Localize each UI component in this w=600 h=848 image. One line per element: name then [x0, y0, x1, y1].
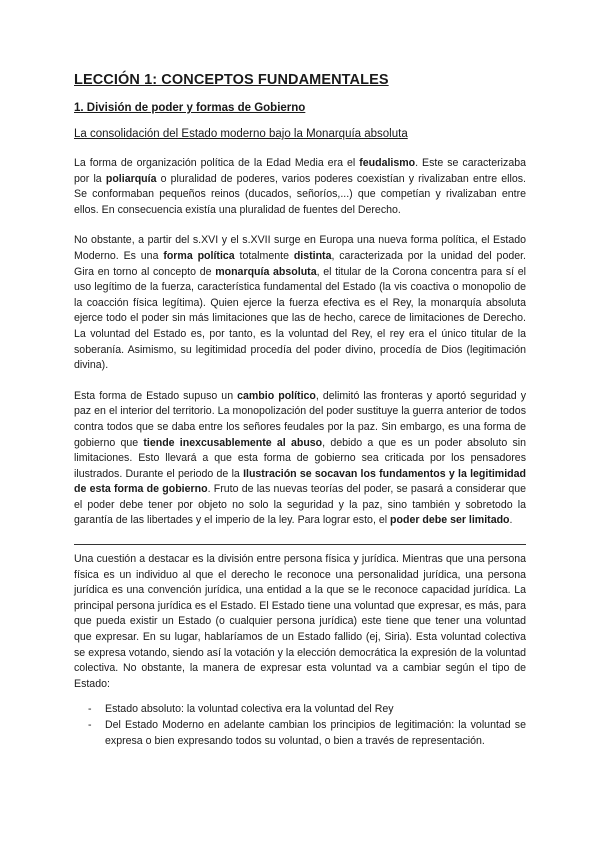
paragraph-political-change: Esta forma de Estado supuso un cambio político, delimitó las fronteras y aportó seguridad y paz en el interior del territorio. La monopolización del poder sustituye la guerra anterior de todos contra todos que se daba entre los señores feudales por la paz. Sin embargo, es una forma de gobierno que tiende inexcusablemente al abuso, debido a que es un poder absoluto sin limitaciones. Esto llevará a que esta forma de gobierno sea criticada por los pensadores ilustrados. Durante el periodo de la Ilustración se socavan los fundamentos y la legitimidad de esta forma de gobierno. Fruto de las nuevas teorías del poder, se pasará a considerar que el poder debe tener por objeto no solo la seguridad y la paz, sino también y sobretodo la garantía de las libertades y el imperio de la ley. Para lograr esto, el poder debe ser limitado.: [74, 389, 527, 527]
list-item: - Del Estado Moderno en adelante cambian los principios de legitimación: la voluntad se expresa o bien expresando todos su voluntad, o bien a través de representación.: [88, 718, 526, 749]
list-item: - Estado absoluto: la voluntad colectiva era la voluntad del Rey: [88, 702, 526, 718]
paragraph-feudalism: La forma de organización política de la Edad Media era el feudalismo. Este se caracterizaba por la poliarquía o pluralidad de poderes, varios poderes coexistían y rivalizaban entre ellos. Se conformaban pequeños reinos (ducados, señoríos,...) que competían y rivalizaban entre ellos. En consecuencia existía una pluralidad de fuentes del Derecho.: [74, 157, 526, 216]
paragraph-modern-state: No obstante, a partir del s.XVI y el s.XVII surge en Europa una nueva forma política, el Estado Moderno. Es una forma política totalmente distinta, caracterizada por la unidad del poder. Gira en torno al concepto de monarquía absoluta, el titular de la Corona concentra para sí el uso legítimo de la fuerza, característica fundamental del Estado (la vis coactiva o monopolio de la coacción física legítima). Quien ejerce la fuerza efectiva es el Rey, la monarquía absoluta ejerce todo el poder sin más limitaciones que las de hecho, carece de limitaciones de Derecho. La voluntad del Estado es, por tanto, es la voluntad del Rey, el rey era el único titular de la soberanía. Asimismo, su legitimidad procedía del poder divino, procedía de Dios (legitimación divina).: [74, 234, 526, 372]
section-title: 1. División de poder y formas de Gobierno: [74, 102, 306, 114]
state-types-list: [74, 702, 526, 749]
paragraph-legal-person: Una cuestión a destacar es la división entre persona física y jurídica. Mientras que una persona física es un individuo al que el derecho le reconoce una personalidad jurídica, una persona jurídica es una convención jurídica, una entidad a la que se le reconoce capacidad jurídica. La principal persona jurídica es el Estado. El Estado tiene una voluntad que expresar, es más, para que pueda existir un Estado (o cualquier persona jurídica) este tiene que tener una voluntad que expresar. En su lugar, hablaríamos de un Estado fallido (ej, Siria). Esta voluntad colectiva se expresa votando, siendo así la votación y la elección democrática la expresión de la voluntad colectiva. No obstante, la manera de expresar esta voluntad va a cambiar según el tipo de Estado:: [74, 553, 526, 690]
subsection-title: La consolidación del Estado moderno bajo la Monarquía absoluta: [74, 128, 408, 140]
term-poliarquia: poliarquía: [105, 172, 157, 185]
lesson-title: LECCIÓN 1: CONCEPTOS FUNDAMENTALES: [74, 72, 389, 88]
section-divider: [74, 544, 526, 545]
term-feudalismo: feudalismo: [359, 157, 416, 169]
